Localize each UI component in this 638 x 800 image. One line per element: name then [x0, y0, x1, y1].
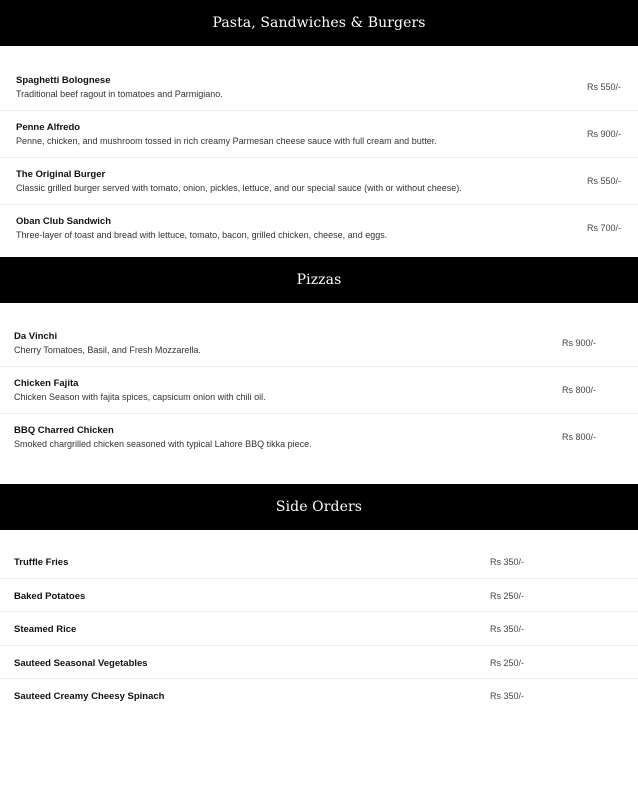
menu-item	[0, 646, 638, 680]
section-title: Side Orders	[275, 499, 363, 515]
item-price: Rs 550/-	[587, 82, 622, 92]
menu-item	[0, 545, 638, 579]
menu-item	[0, 579, 638, 613]
item-price: Rs 900/-	[562, 338, 597, 348]
section-title: Pasta, Sandwiches & Burgers	[212, 15, 426, 31]
item-description: Penne, chicken, and mushroom tossed in rich creamy Parmesan cheese sauce with full cream and butter.	[16, 136, 437, 146]
item-name: Sauteed Creamy Cheesy Spinach	[14, 691, 165, 702]
menu-item	[0, 679, 638, 713]
menu-item	[0, 367, 638, 414]
item-price: Rs 250/-	[490, 657, 525, 668]
item-name: Da Vinchi	[14, 331, 58, 342]
item-price: Rs 350/-	[490, 624, 525, 634]
item-description: Three-layer of toast and bread with lettuce, tomato, bacon, grilled chicken, cheese, and eggs.	[16, 230, 388, 240]
item-name: Spaghetti Bolognese	[16, 75, 111, 86]
item-price: Rs 900/-	[587, 129, 622, 139]
item-name: BBQ Charred Chicken	[14, 425, 114, 436]
menu-item	[0, 320, 638, 367]
item-name: Oban Club Sandwich	[16, 216, 112, 227]
item-description: Smoked chargrilled chicken seasoned with typical Lahore BBQ tikka piece.	[14, 439, 312, 449]
menu-item	[0, 64, 638, 111]
item-price: Rs 700/-	[587, 223, 622, 233]
item-price: Rs 250/-	[490, 590, 525, 601]
menu-list-pizzas	[0, 320, 638, 461]
item-price: Rs 350/-	[490, 691, 525, 701]
menu-item	[0, 414, 638, 461]
item-description: Classic grilled burger served with tomato, onion, pickles, lettuce, and our special sauce (with or without cheese).	[16, 183, 462, 193]
item-name: Baked Potatoes	[14, 590, 86, 602]
item-price: Rs 350/-	[490, 557, 525, 567]
menu-item	[0, 205, 638, 252]
item-name: Sauteed Seasonal Vegetables	[14, 657, 148, 669]
section-header-pasta	[0, 0, 638, 46]
item-name: Truffle Fries	[14, 557, 69, 568]
menu-list-side-orders	[0, 545, 638, 713]
section-header-pizzas	[0, 257, 638, 303]
item-name: Chicken Fajita	[14, 378, 79, 389]
section-title: Pizzas	[296, 272, 342, 288]
item-price: Rs 800/-	[562, 432, 597, 442]
menu-item	[0, 158, 638, 205]
item-name: Steamed Rice	[14, 624, 77, 635]
menu-list-pasta	[0, 64, 638, 252]
menu-item	[0, 612, 638, 646]
section-header-side-orders	[0, 484, 638, 530]
item-name: The Original Burger	[16, 169, 106, 180]
item-description: Traditional beef ragout in tomatoes and Parmigiano.	[16, 89, 223, 99]
item-price: Rs 800/-	[562, 385, 597, 395]
item-description: Cherry Tomatoes, Basil, and Fresh Mozzarella.	[14, 345, 201, 355]
menu-item	[0, 111, 638, 158]
item-name: Penne Alfredo	[16, 122, 81, 133]
item-price: Rs 550/-	[587, 176, 622, 186]
item-description: Chicken Season with fajita spices, capsicum onion with chili oil.	[14, 392, 266, 402]
